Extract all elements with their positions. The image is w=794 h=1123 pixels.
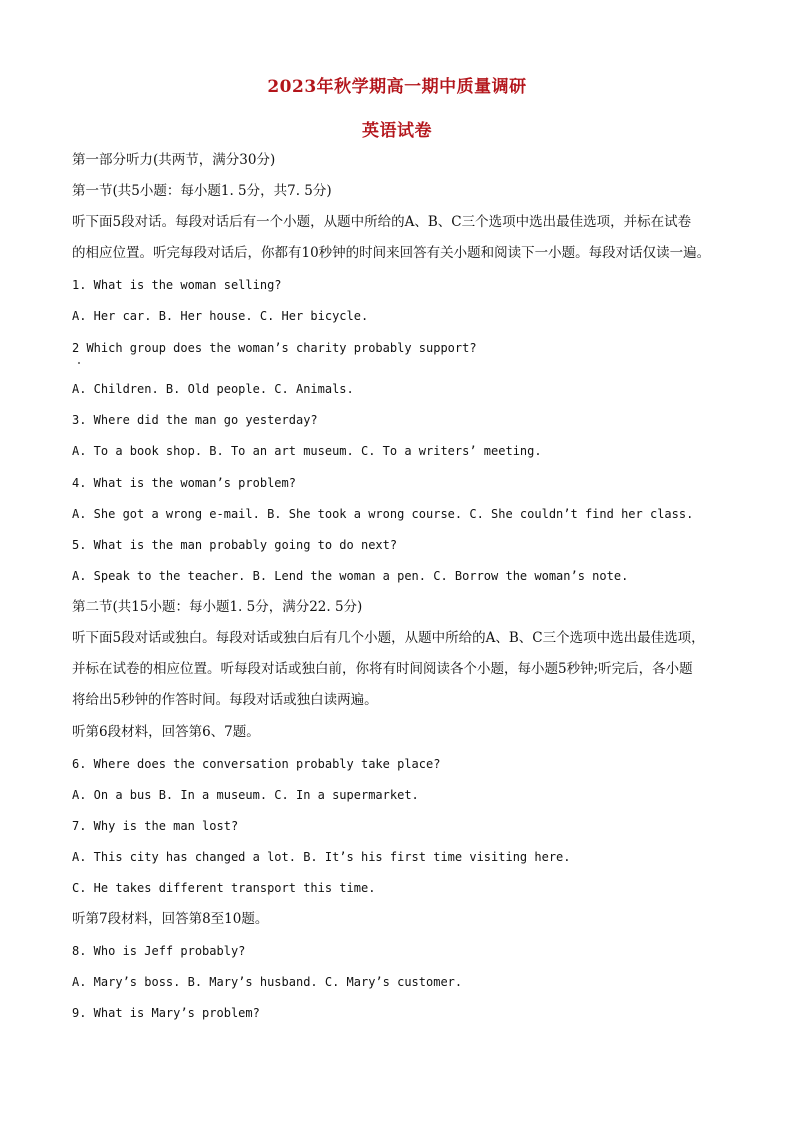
question-2-options: A. Children. B. Old people. C. Animals. <box>72 382 354 396</box>
question-3-options: A. To a book shop. B. To an art museum. C. To a writers’ meeting. <box>72 444 542 458</box>
material-7-label: 听第7段材料，回答第8至10题。 <box>72 911 269 927</box>
question-4-options: A. She got a wrong e-mail. B. She took a wrong course. C. She couldn’t find her class. <box>72 507 694 521</box>
question-6-options: A. On a bus B. In a museum. C. In a supermarket. <box>72 788 419 802</box>
part1-heading: 第一部分听力(共两节，满分30分) <box>72 152 276 168</box>
section2-heading: 第二节(共15小题：每小题1. 5分，满分22. 5分) <box>72 599 363 615</box>
question-1: 1. What is the woman selling? <box>72 278 282 292</box>
section1-instructions-line1: 听下面5段对话。每段对话后有一个小题，从题中所给的A、B、C三个选项中选出最佳选项，并标在试卷 <box>72 214 692 230</box>
section2-instructions-line2: 并标在试卷的相应位置。听每段对话或独白前，你将有时间阅读各个小题，每小题5秒钟;听完后，各小题 <box>72 661 693 677</box>
question-7: 7. Why is the man lost? <box>72 819 239 833</box>
section2-instructions-line3: 将给出5秒钟的作答时间。每段对话或独白读两遍。 <box>72 692 378 708</box>
material-6-label: 听第6段材料，回答第6、7题。 <box>72 724 260 740</box>
section1-heading: 第一节(共5小题：每小题1. 5分，共7. 5分) <box>72 183 332 199</box>
question-7-options-line1: A. This city has changed a lot. B. It’s his first time visiting here. <box>72 850 571 864</box>
question-4: 4. What is the woman’s problem? <box>72 476 296 490</box>
question-3: 3. Where did the man go yesterday? <box>72 413 318 427</box>
question-8: 8. Who is Jeff probably? <box>72 944 246 958</box>
question-9: 9. What is Mary’s problem? <box>72 1006 260 1020</box>
exam-title: 2023年秋学期高一期中质量调研 <box>267 77 527 97</box>
section2-instructions-line1: 听下面5段对话或独白。每段对话或独白后有几个小题，从题中所给的A、B、C三个选项中选出最佳选项， <box>72 630 705 646</box>
section1-instructions-line2: 的相应位置。听完每段对话后，你都有10秒钟的时间来回答有关小题和阅读下一小题。每段对话仅读一遍。 <box>72 245 711 261</box>
question-8-options: A. Mary’s boss. B. Mary’s husband. C. Mary’s customer. <box>72 975 463 989</box>
question-5-options: A. Speak to the teacher. B. Lend the woman a pen. C. Borrow the woman’s note. <box>72 569 629 583</box>
question-5: 5. What is the man probably going to do next? <box>72 538 398 552</box>
exam-subtitle: 英语试卷 <box>362 121 432 141</box>
question-6: 6. Where does the conversation probably take place? <box>72 757 441 771</box>
scan-speck <box>78 362 80 364</box>
question-7-options-line2: C. He takes different transport this time. <box>72 881 376 895</box>
question-2: 2 Which group does the woman’s charity probably support? <box>72 341 477 355</box>
question-1-options: A. Her car. B. Her house. C. Her bicycle. <box>72 309 369 323</box>
